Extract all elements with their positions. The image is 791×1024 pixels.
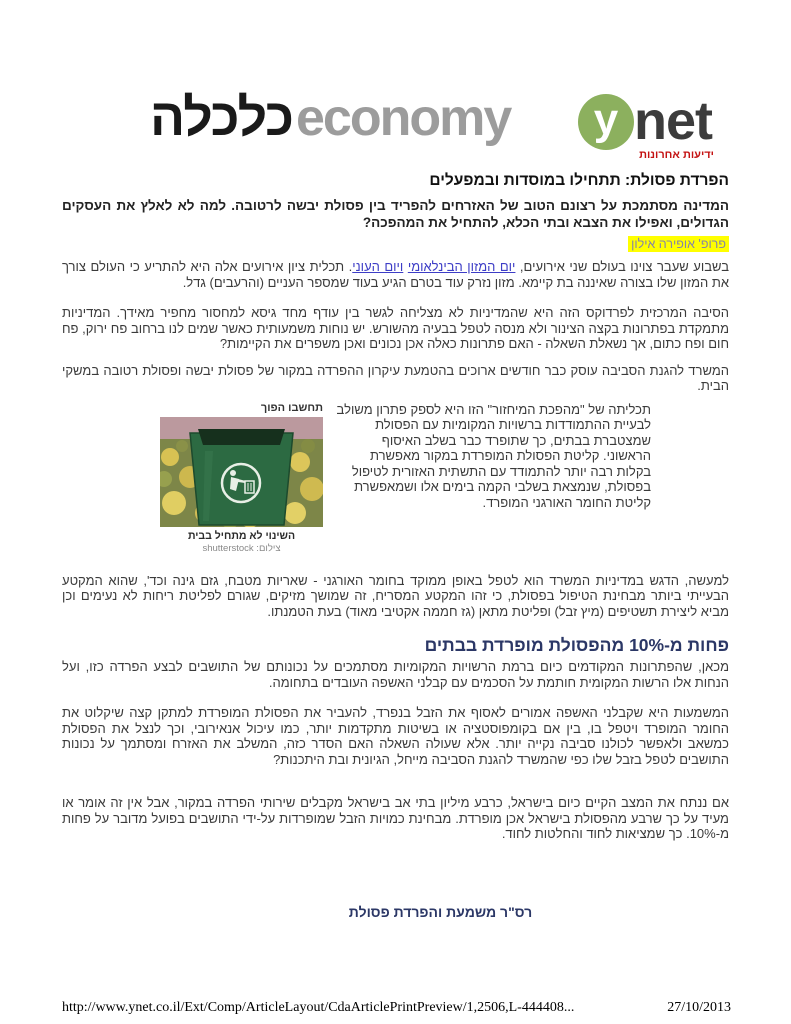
article-paragraph: למעשה, הדגש במדיניות המשרד הוא לטפל באופן ממוקד בחומר האורגני - שאריות מטבח, גזם גינה וכד', שהוא המקטע הבעייתי ביותר מבחינת הטיפול בפסולת, כי זהו המקטע המסריח, זה שמושך מזיקים, שגורם לפליטת ריחות לא נעימים וכן מביא ליצירת תשטיפים (מיץ זבל) ופליטת מתאן (גז חממה אקטיבי מאוד) בעת הטמנתו.	[62, 572, 729, 619]
article-paragraph-beside-photo: תכליתה של "מהפכת המיחזור" הזו היא לספק פתרון משולב לבעיית ההתמודדות ברשויות המקומיות עם הפסולת שמצטברת בבתים, כך שתופרד כבר בשלב האיסוף הראשוני. קליטת הפסולת המופרדת במקור מאפשרת בקלות רבה יותר להתמודד עם התשתית האזורית לטיפול בפסולת, שנמצאת בשלבי הקמה בימים אלו ושמאפשרת קליטת החומר האורגני המופרד.	[336, 401, 651, 510]
ynet-circle-icon: y	[578, 94, 634, 150]
photo-credit: צילום: shutterstock	[202, 542, 281, 554]
economy-section-logo	[150, 89, 511, 147]
paragraph-text: . תכלית ציון אירועים אלה היא להתריע כי העולם צורך את המזון שלו בצורה שאיננה בת קיימא. מזון נזרק עוד בטרם הגיע בעוד שמספר העניים (והרעבים) גדל.	[62, 259, 729, 290]
poverty-day-link[interactable]: ויום העוני	[352, 259, 404, 274]
economy-logo-latin: economy	[295, 89, 511, 147]
world-food-day-link[interactable]: יום המזון הבינלאומי	[407, 259, 516, 274]
ynet-tagline: ידיעות אחרונות	[639, 149, 714, 161]
ynet-logo-text: net	[634, 91, 712, 152]
print-footer	[62, 1000, 731, 1016]
article-paragraph: אם ננתח את המצב הקיים כיום בישראל, כרבע מיליון בתי אב בישראל מקבלים שירותי הפרדה במקור, אבל אין זה אומר או מעיד על כך שרבע מהפסולת בישראל אכן מופרדת. מבחינת כמויות הזבל שמופרדות על-ידי התושבים בפועל מדובר על פחות מ-10%. כך שמציאות לחוד והחלטות לחוד.	[62, 795, 729, 841]
section-heading: פחות מ-10% מהפסולת מופרדת בבתים	[424, 635, 729, 655]
byline-row	[62, 235, 729, 253]
print-footer-date: 27/10/2013	[667, 1000, 731, 1015]
author-highlight: פרופ' אופירה אילון	[628, 236, 729, 252]
photo-block	[160, 402, 323, 554]
ynet-logo	[578, 91, 714, 161]
print-footer-url: http://www.ynet.co.il/Ext/Comp/ArticleLayout/CdaArticlePrintPreview/1,2506,L-444408...	[62, 1000, 575, 1015]
trash-bin-photo	[160, 417, 323, 527]
economy-logo-hebrew: כלכלה	[150, 89, 293, 147]
paragraph-text: בשבוע שעבר צוינו בעולם שני אירועים,	[515, 259, 729, 274]
article-title: הפרדת פסולת: תתחילו במוסדות ובמפעלים	[429, 172, 729, 189]
media-section	[62, 402, 729, 558]
article-paragraph: מכאן, שהפתרונות המקודמים כיום ברמת הרשויות המקומיות מסתמכים על נכונותם של התושבים לבצע הפרדה כזו, ועל הנחות אלו הרשות המקומית חותמת על הסכמים עם קבלני האשפה העובדים בתחומה.	[62, 659, 729, 690]
article-paragraph: המשרד להגנת הסביבה עוסק כבר חודשים ארוכים בהטמעת עיקרון ההפרדה במקור של פסולת יבשה ופסולת רטובה במשקי הבית.	[62, 362, 729, 393]
photo-caption: השינוי לא מתחיל בבית	[187, 529, 296, 542]
article-paragraph	[62, 259, 729, 290]
photo-top-caption: תחשבו הפוך	[260, 401, 323, 414]
related-article-heading: רס"ר משמעת והפרדת פסולת	[348, 903, 533, 920]
masthead	[150, 89, 714, 161]
article-paragraph: המשמעות היא שקבלני האשפה אמורים לאסוף את הזבל בנפרד, להעביר את הפסולת המופרדת למתקן קצה שיקלוט את החומר המופרד ויטפל בו, בין אם בקומפוסטציה או בשיטות מתקדמות יותר, כמו עיכול אנאירובי, וכך לנצל את הפסולת כמשאב ולאפשר לכולנו סביבה נקייה יותר. אלא שעולה השאלה האם הסדר כזה, המשלב את האזרח ומסתמך על נכונות התושבים לטפל בזבל שלו כפי שהמשרד להגנת הסביבה מייחל, הגיונית ובת היתכנות?	[62, 705, 729, 767]
article-paragraph: הסיבה המרכזית לפרדוקס הזה היא שהמדיניות לא מצליחה לגשר בין עודף מחד גיסא למחסור מחפיר מאידך. המדיניות מתמקדת בפתרונות בקצה הצינור ולא מנסה לטפל בבעיה מהשורש. יש נוחות משמעותית כאשר שמים לנו ברחוב פח ירוק, פח חום ופח כתום, אך נשאלת השאלה - האם פתרונות כאלה אכן נכונים ואכן משפרים את הקיימות?	[62, 305, 729, 351]
article-subtitle: המדינה מסתמכת על רצונם הטוב של האזרחים להפריד בין פסולת יבשה לרטובה. למה לא לאלץ את העסקים הגדולים, ואפילו את הצבא ובתי הכלא, להתחיל את המהפכה?	[62, 198, 729, 230]
